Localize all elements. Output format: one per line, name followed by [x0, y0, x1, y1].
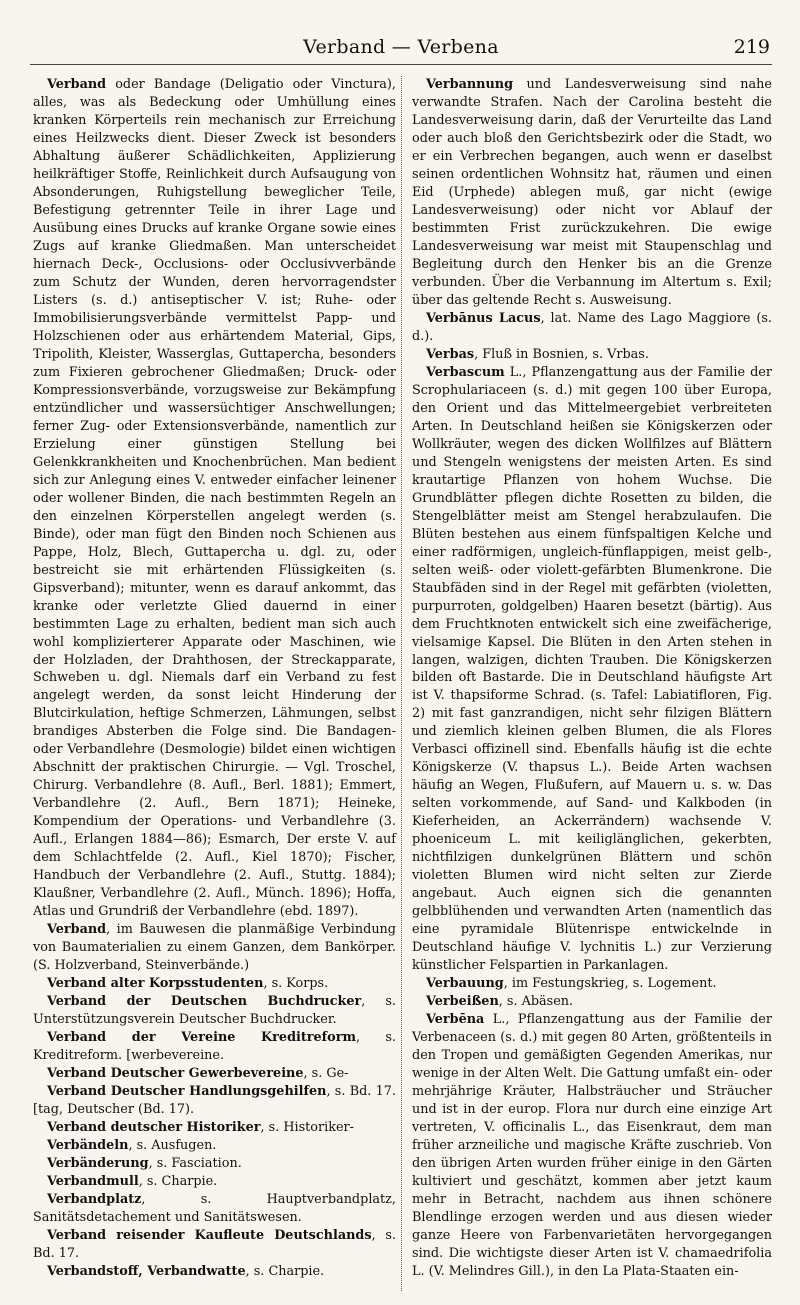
dictionary-entry: [33, 921, 396, 975]
entry-text: , s. Bd. 17.: [33, 1228, 397, 1261]
dictionary-entry: [33, 993, 396, 1029]
dictionary-entry: [33, 1065, 396, 1083]
entry-text: L., Pflanzengattung aus der Familie der Scrophulariaceen (s. d.) mit gegen 100 über Europa, den Orient und das Mittelmeergebiet verbreiteten Arten. In Deutschland heißen sie Königskerzen oder Wollkräuter, wegen des dicken Wollfilzes auf Blättern und Stengeln wenigstens der meisten Arten. Es sind krautartige Pflanzen von hohem Wuchse. Die Grundblätter pflegen dichte Rosetten zu bilden, die Stengelblätter meist am Stengel herabzulaufen. Die Blüten bestehen aus einem fünfspaltigen Kelche und einer radförmigen, ungleich-fünflappigen, meist gelb-, selten weiß- oder violett-gefärbten Blumenkrone. Die Staubfäden sind in der Regel mit gefärbten (violetten, purpurroten, goldgelben) Haaren besetzt (bärtig). Aus dem Fruchtknoten entwickelt sich eine zweifächerige, vielsamige Kapsel. Die Blüten in den Arten stehen in langen, walzigen, dichten Trauben. Die Königskerzen bilden oft Bastarde. Die in Deutschland häufigste Art ist V. thapsiforme Schrad. (s. Tafel: Labiatifloren, Fig. 2) mit fast ganzrandigen, nicht sehr filzigen Blättern und ziemlich kleinen gelben Blumen, die als Flores Verbasci offizinell sind. Ebenfalls häufig ist die echte Königskerze (V. thapsus L.). Beide Arten wachsen häufig an Wegen, Flußufern, auf Mauern u. s. w. Das selten vorkommende, auf Sand- und Kalkboden (in Kieferheiden, an Ackerrändern) wachsende V. phoeniceum L. mit keiliglänglichen, gekerbten, nichtfilzigen dunkelgrünen Blättern und schön violetten Blumen wird nicht selten zur Zierde angebaut. Auch eignen sich die genannten gelbblühenden und verwandten Arten (namentlich das eine pyramidale Blütenrispe entwickelnde in Deutschland häufige V. lychnitis L.) zur Verzierung künstlicher Felspartien in Parkanlagen.: [412, 364, 772, 974]
entry-headword: Verbas: [426, 346, 475, 362]
entry-headword: Verband: [47, 77, 107, 92]
entry-text: , s. Ge-: [303, 1066, 349, 1082]
dictionary-entry: [33, 1137, 396, 1155]
dictionary-entry: [33, 1227, 396, 1263]
entry-text: , im Festungskrieg, s. Logement.: [503, 976, 717, 992]
entry-headword: Verbänderung: [47, 1156, 149, 1172]
entry-headword: Verband: [47, 922, 107, 938]
entry-text: , s. Kreditreform. [werbevereine.: [33, 1030, 396, 1064]
entry-text: und Landesverweisung sind nahe verwandte Strafen. Nach der Carolina besteht die Landesverweisung darin, daß der Verurteilte das Land oder auch bloß den Gerichtsbezirk oder die Stadt, wo er ein Verbrechen begangen, auch wenn er daselbst seinen ordentlichen Wohnsitz hat, räumen und einen Eid (Urphede) ablegen muß, gar nicht (ewige Landesverweisung) oder nicht vor Ablauf der bestimmten Frist zurückzukehren. Die ewige Landesverweisung war meist mit Staupenschlag und Begleitung durch den Henker bis an die Grenze verbunden. Über die Verbannung im Altertum s. Exil; über das geltende Recht s. Ausweisung.: [412, 77, 772, 308]
entry-headword: Verbascum: [426, 364, 505, 380]
dictionary-entry: [33, 975, 396, 993]
entry-headword: Verband Deutscher Gewerbevereine: [47, 1066, 304, 1082]
entry-headword: Verbannung: [426, 77, 514, 92]
dictionary-entry: [33, 1155, 396, 1173]
entry-text: , s. Ausfugen.: [128, 1138, 217, 1154]
entry-headword: Verbandmull: [47, 1174, 139, 1190]
running-header: [30, 30, 772, 65]
entry-text: , s. Charpie.: [138, 1174, 218, 1190]
page-number: 219: [733, 36, 770, 58]
entry-text: , s. Charpie.: [245, 1263, 325, 1279]
entry-headword: Verbeißen: [426, 994, 499, 1010]
entry-text: , Fluß in Bosnien, s. Vrbas.: [474, 346, 649, 362]
entry-headword: Verbauung: [426, 976, 504, 992]
dictionary-entry: [412, 310, 772, 346]
entry-headword: Verband reisender Kaufleute Deutschlands: [47, 1228, 372, 1243]
dictionary-entry: [33, 76, 396, 921]
entry-text: , im Bauwesen die planmäßige Verbindung von Baumaterialien zu einem Ganzen, dem Bankörper. (S. Holzverband, Steinverbände.): [33, 922, 396, 974]
dictionary-entry: [412, 364, 772, 975]
dictionary-entry: [33, 1119, 396, 1137]
column-divider: [401, 76, 402, 1291]
entry-text: oder Bandage (Deligatio oder Vinctura), alles, was als Bedeckung oder Umhüllung eines kranken Körperteils rein mechanisch zur Erreichung eines Heilzwecks dient. Dieser Zweck ist besonders Abhaltung äußerer Schädlichkeiten, Applizierung heilkräftiger Stoffe, Reinlichkeit durch Aufsaugung von Absonderungen, Ruhigstellung beweglicher Teile, Befestigung getrennter Teile in ihrer Lage und Ausübung eines Drucks auf kranke Organe sowie eines Zugs auf kranke Gliedmaßen. Man unterscheidet hiernach Deck-, Occlusions- oder Occlusivverbände zum Schutz der Wunden, deren hervorragendster Listers (s. d.) antiseptischer V. ist; Ruhe- oder Immobilisierungsverbände vermittelst Papp- und Holzschienen oder aus erhärtendem Material, Gips, Tripolith, Kleister, Wasserglas, Guttapercha, besonders zum Fixieren gebrochener Gliedmaßen; Druck- oder Kompressionsverbände, vorzugsweise zur Bekämpfung entzündlicher und wassersüchtiger Anschwellungen; ferner Zug- oder Extensionsverbände, namentlich zur Erzielung einer günstigen Stellung bei Gelenkkrankheiten und Knochenbrüchen. Man bedient sich zur Anlegung eines V. entweder einfacher leinener oder wollener Binden, die nach bestimmten Regeln an den einzelnen Körperstellen angelegt werden (s. Binde), oder man fügt den Binden noch Schienen aus Pappe, Holz, Blech, Guttapercha u. dgl. zu, oder bestreicht sie mit erhärtenden Flüssigkeiten (s. Gipsverband); mitunter, wenn es darauf ankommt, das kranke oder verletzte Glied dauernd in einer bestimmten Lage zu erhalten, bedient man sich auch wohl komplizierterer Apparate oder Maschinen, wie der Holzladen, der Drahthosen, der Streckapparate, Schweben u. dgl. Niemals darf ein Verband zu fest angelegt werden, da sonst leicht Hinderung der Blutcirkulation, heftige Schmerzen, Lähmungen, selbst brandiges Absterben die Folge sind. Die Bandagen- oder Verbandlehre (Desmologie) bildet einen wichtigen Abschnitt der praktischen Chirurgie. — Vgl. Troschel, Chirurg. Verbandlehre (8. Aufl., Berl. 1881); Emmert, Verbandlehre (2. Aufl., Bern 1871); Heineke, Kompendium der Operations- und Verbandlehre (3. Aufl., Erlangen 1884—86); Esmarch, Der erste V. auf dem Schlachtfelde (2. Aufl., Kiel 1870); Fischer, Handbuch der Verbandlehre (2. Aufl., Stuttg. 1884); Klaußner, Verbandlehre (2. Aufl., Münch. 1896); Hoffa, Atlas und Grundriß der Verbandlehre (ebd. 1897).: [33, 77, 396, 920]
dictionary-entry: [33, 1263, 396, 1281]
entry-text: , s. Unterstützungsverein Deutscher Buchdrucker.: [33, 994, 396, 1028]
right-column: [412, 76, 772, 1281]
entry-headword: Verband der Deutschen Buchdrucker: [47, 994, 362, 1010]
entry-text: L., Pflanzengattung aus der Familie der Verbenaceen (s. d.) mit gegen 80 Arten, größtenteils in den Tropen und gemäßigten Gegenden Amerikas, nur wenige in der Alten Welt. Die Gattung umfaßt ein- oder mehrjährige Kräuter, Halbsträucher und Sträucher und ist in der europ. Flora nur durch eine einzige Art vertreten, V. officinalis L., das Eisenkraut, dem man früher arzneiliche und magische Kräfte zuschrieb. Von den übrigen Arten wurden früher einige in den Gärten kultiviert und geschätzt, kommen aber jetzt kaum mehr in Betracht, nachdem aus ihnen schönere Blendlinge erzogen werden und aus diesen wieder ganze Heere von Farbenvarietäten hervorgegangen sind. Die wichtigste dieser Arten ist V. chamaedrifolia L. (V. Melindres Gill.), in den La Plata-Staaten ein-: [412, 1012, 772, 1279]
entry-text: , s. Bd. 17. [tag, Deutscher (Bd. 17).: [33, 1084, 396, 1118]
entry-headword: Verbandplatz: [47, 1192, 142, 1208]
entry-text: , s. Fasciation.: [148, 1156, 242, 1172]
entry-headword: Verbandstoff, Verbandwatte: [47, 1263, 246, 1279]
entry-headword: Verbēna: [426, 1012, 485, 1028]
entry-text: , s. Hauptverbandplatz, Sanitätsdetachement und Sanitätswesen.: [33, 1192, 396, 1226]
left-column: [33, 76, 396, 1281]
entry-text: , s. Historiker-: [260, 1120, 354, 1136]
entry-headword: Verband der Vereine Kreditreform: [47, 1030, 356, 1046]
dictionary-entry: [412, 993, 772, 1011]
dictionary-entry: [33, 1029, 396, 1065]
dictionary-entry: [412, 1011, 772, 1281]
entry-text: , s. Abäsen.: [498, 994, 574, 1010]
entry-headword: Verband deutscher Historiker: [47, 1120, 261, 1136]
entry-text: , s. Korps.: [263, 976, 329, 992]
dictionary-entry: [412, 346, 772, 364]
dictionary-entry: [33, 1173, 396, 1191]
entry-headword: Verbānus Lacus: [426, 310, 541, 326]
entry-text: , lat. Name des Lago Maggiore (s. d.).: [412, 310, 772, 344]
entry-headword: Verband alter Korpsstudenten: [47, 976, 264, 992]
dictionary-entry: [33, 1191, 396, 1227]
entry-headword: Verband Deutscher Handlungsgehilfen: [47, 1084, 327, 1100]
page-title: Verband — Verbena: [303, 36, 499, 58]
entry-headword: Verbändeln: [47, 1138, 129, 1154]
dictionary-entry: [33, 1083, 396, 1119]
dictionary-entry: [412, 76, 772, 310]
dictionary-entry: [412, 975, 772, 993]
